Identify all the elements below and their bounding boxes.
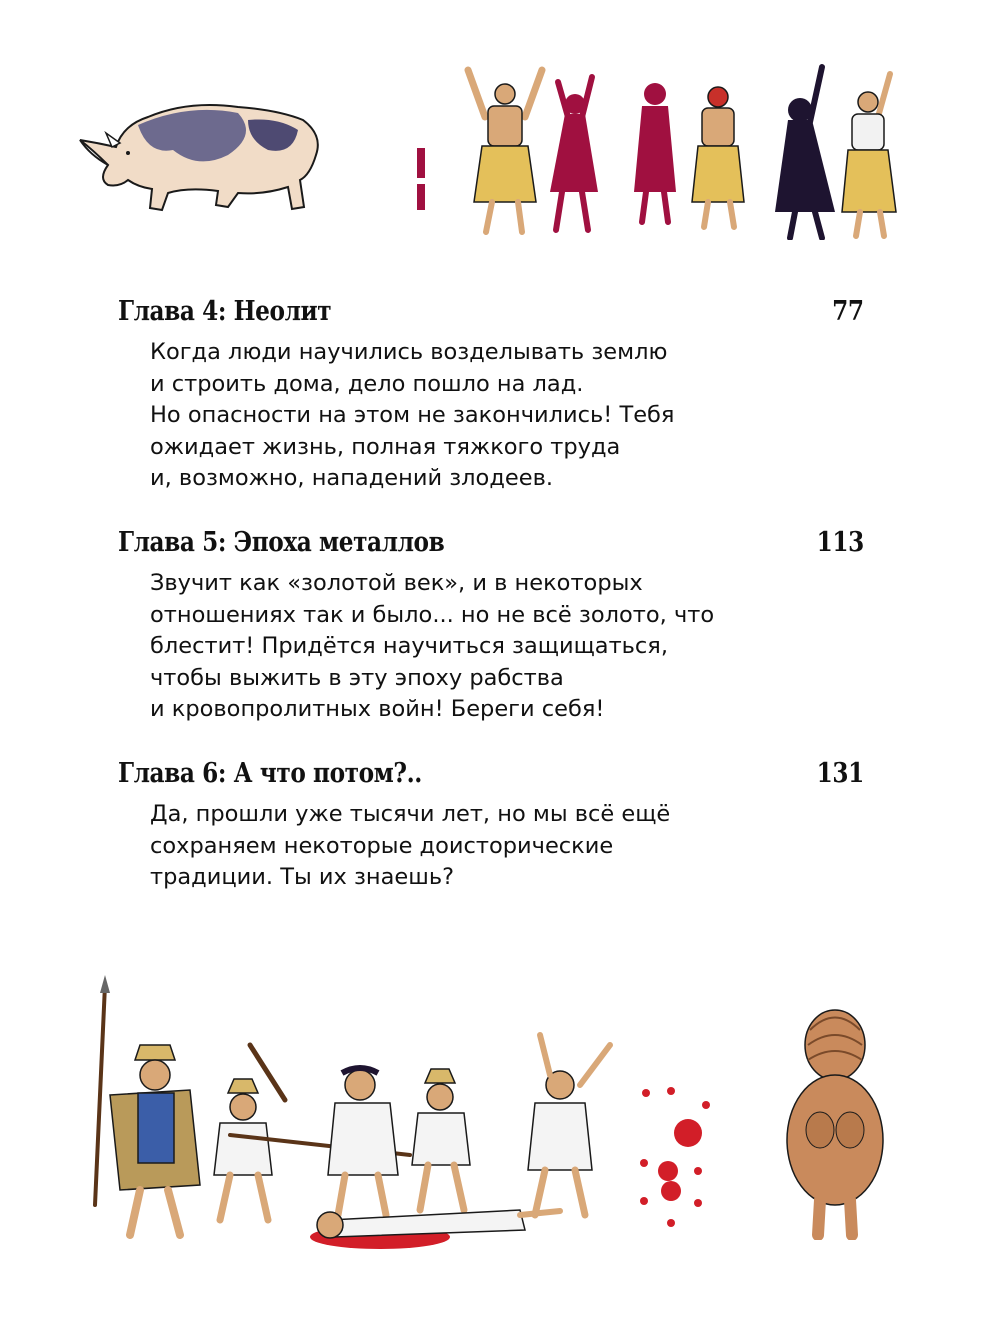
chapter-description [150, 568, 864, 726]
chapter-page-number: 113 [816, 527, 864, 558]
warrior-figure-3 [328, 1068, 398, 1215]
description-line: и, возможно, нападений злодеев. [150, 465, 553, 491]
chapter-heading [118, 758, 864, 789]
description-line: Когда люди научились возделывать землю [150, 339, 668, 365]
battle-scene-illustration [80, 975, 640, 1265]
warrior-figure-5 [528, 1035, 610, 1215]
description-line: отношениях так и было... но не всё золото, что [150, 601, 715, 628]
description-line: Но опасности на этом не закончились! Тебя [150, 402, 675, 428]
chapter-page-number: 131 [816, 758, 864, 789]
description-line: ожидает жизнь, полная тяжкого труда [150, 433, 621, 460]
warrior-figure-2 [214, 1045, 285, 1220]
description-line: Звучит как «золотой век», и в некоторых [150, 570, 643, 596]
description-line: блестит! Придётся научиться защищаться, [150, 633, 668, 659]
fragment-mark [414, 148, 428, 212]
chapter-title: Глава 6: А что потом?.. [118, 758, 422, 789]
chapter-description [150, 799, 864, 894]
dancer-figure-3 [842, 74, 896, 236]
description-line: и кровопролитных войн! Береги себя! [150, 696, 605, 722]
chapter-heading [118, 296, 864, 327]
fallen-warrior-figure [310, 1210, 560, 1249]
venus-figurine-illustration [780, 1000, 890, 1240]
chapter-title: Глава 4: Неолит [118, 296, 332, 327]
chapter-description [150, 337, 864, 495]
red-silhouette-figure-2 [634, 83, 676, 222]
description-line: сохраняем некоторые доисторические [150, 832, 614, 859]
description-line: традиции. Ты их знаешь? [150, 864, 455, 890]
chapter-heading [118, 527, 864, 558]
chapter-6 [118, 758, 864, 894]
dark-silhouette-figure [775, 67, 835, 238]
dancing-figures-illustration [450, 62, 910, 240]
description-line: чтобы выжить в эту эпоху рабства [150, 664, 564, 691]
description-line: и строить дома, дело пошло на лад. [150, 370, 584, 397]
warrior-figure [110, 1045, 200, 1235]
description-line: Да, прошли уже тысячи лет, но мы всё ещё [150, 801, 671, 827]
warrior-figure-4 [412, 1069, 470, 1210]
dancer-figure [468, 70, 542, 232]
chapter-page-number: 77 [832, 296, 864, 327]
woolly-rhino-illustration [78, 95, 328, 215]
dancer-figure-2 [692, 87, 744, 227]
red-silhouette-figure [550, 77, 598, 230]
chapter-4 [118, 296, 864, 495]
blood-drops-illustration [636, 1083, 716, 1233]
chapter-5 [118, 527, 864, 726]
chapter-title: Глава 5: Эпоха металлов [118, 527, 445, 558]
